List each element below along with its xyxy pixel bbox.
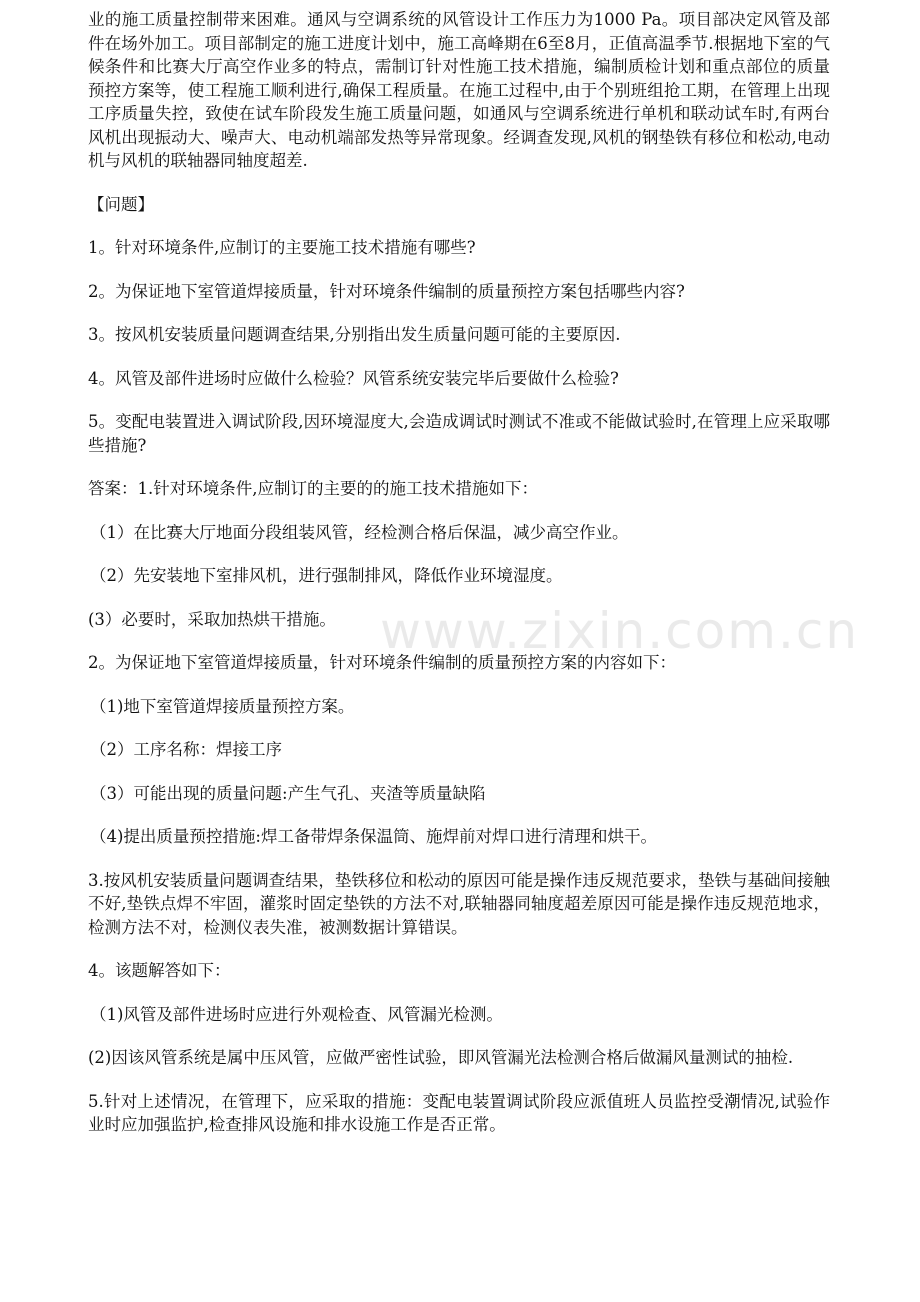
case-background-paragraph: 业的施工质量控制带来困难。通风与空调系统的风管设计工作压力为1000 Pa。项目部决定风管及部件在场外加工。项目部制定的施工进度计划中，施工高峰期在6至8月，正值高温季节.根据地下室的气候条件和比赛大厅高空作业多的特点，需制订针对性施工技术措施，编制质检计划和重点部位的质量预控方案等，使工程施工顺利进行,确保工程质量。在施工过程中,由于个别班组抢工期，在管理上出现工序质量失控，致使在试车阶段发生施工质量问题，如通风与空调系统进行单机和联动试车时,有两台风机出现振动大、噪声大、电动机端部发热等异常现象。经调查发现,风机的钢垫铁有移位和松动,电动机与风机的联轴器同轴度超差.: [88, 10, 830, 170]
answer-5: 5.针对上述情况，在管理下，应采取的措施：变配电装置调试阶段应派值班人员监控受潮情况,试验作业时应加强监护,检查排风设施和排水设施工作是否正常。: [88, 1091, 830, 1134]
answer-4-item-1: （1)风管及部件进场时应进行外观检查、风管漏光检测。: [90, 1004, 503, 1024]
question-2: 2。为保证地下室管道焊接质量，针对环境条件编制的质量预控方案包括哪些内容?: [88, 281, 685, 301]
questions-heading: 【问题】: [88, 194, 154, 214]
answer-2-item-1: （1)地下室管道焊接质量预控方案。: [90, 696, 355, 716]
answer-2-intro: 2。为保证地下室管道焊接质量，针对环境条件编制的质量预控方案的内容如下：: [88, 653, 676, 672]
answer-1-item-3: (3）必要时，采取加热烘干措施。: [88, 609, 336, 629]
answer-1-intro: 答案：1.针对环境条件,应制订的主要的的施工技术措施如下：: [88, 479, 538, 498]
answer-2-item-3: （3）可能出现的质量问题:产生气孔、夹渣等质量缺陷: [90, 783, 486, 803]
question-3: 3。按风机安装质量问题调查结果,分别指出发生质量问题可能的主要原因.: [88, 325, 621, 344]
answer-2-item-2: （2）工序名称：焊接工序: [90, 740, 282, 759]
answer-4-item-2: (2)因该风管系统是属中压风管，应做严密性试验，即风管漏光法检测合格后做漏风量测试的抽检.: [88, 1048, 794, 1067]
answer-4-intro: 4。该题解答如下：: [88, 961, 231, 980]
question-5: 5。变配电装置进入调试阶段,因环境湿度大,会造成调试时测试不准或不能做试验时,在管理上应采取哪些措施?: [88, 412, 830, 455]
answer-1-item-1: （1）在比赛大厅地面分段组装风管，经检测合格后保温，减少高空作业。: [90, 522, 629, 542]
answer-2-item-4: （4)提出质量预控措施:焊工备带焊条保温筒、施焊前对焊口进行清理和烘干。: [90, 827, 657, 846]
answer-1-item-2: （2）先安装地下室排风机，进行强制排风，降低作业环境湿度。: [90, 566, 563, 585]
question-1: 1。针对环境条件,应制订的主要施工技术措施有哪些?: [88, 238, 476, 257]
answer-3: 3.按风机安装质量问题调查结果，垫铁移位和松动的原因可能是操作违反规范要求，垫铁与基础间接触不好,垫铁点焊不牢固，灌浆时固定垫铁的方法不对,联轴器同轴度超差原因可能是操作违反规范地求，检测方法不对，检测仪表失准，被测数据计算错误。: [88, 870, 830, 937]
question-4: 4。风管及部件进场时应做什么检验？风管系统安装完毕后要做什么检验?: [88, 368, 619, 388]
site-watermark: www.zixin.com.cn: [380, 602, 860, 660]
